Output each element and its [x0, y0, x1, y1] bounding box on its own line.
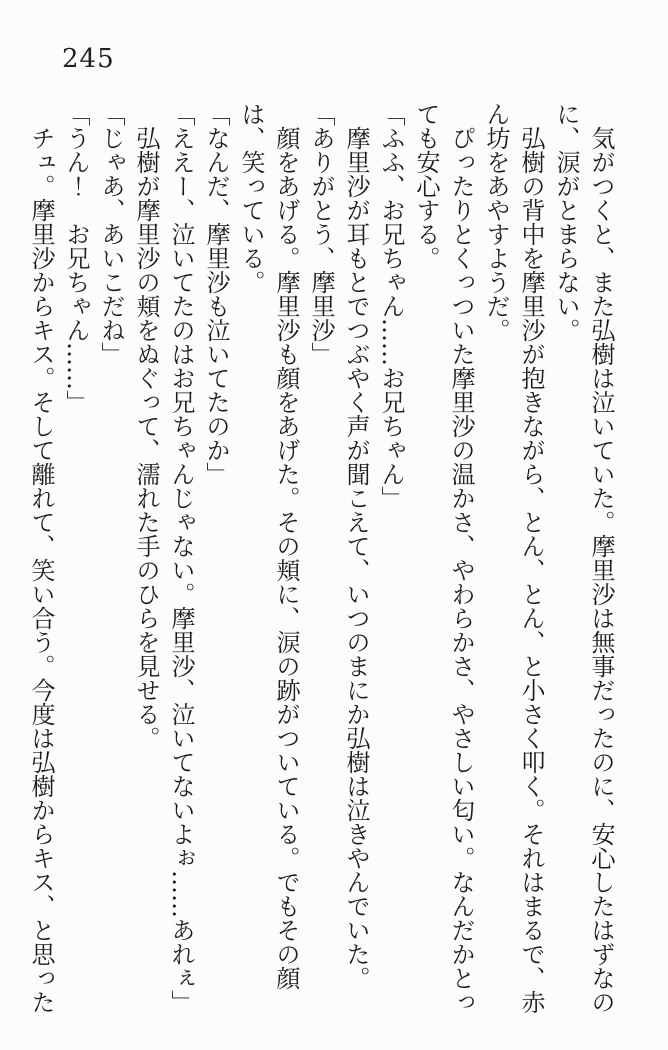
paragraph: 摩里沙が耳もとでつぶやく声が聞こえて、いつのまにか弘樹は泣きやんでいた。	[342, 102, 370, 990]
paragraph: 「うん！ お兄ちゃん……」	[62, 102, 90, 414]
paragraph: 顔をあげる。摩里沙も顔をあげた。その頬に、涙の跡がついている。でもその顔は、笑っている。	[237, 102, 300, 990]
paragraph: 「なんだ、摩里沙も泣いてたのか」	[202, 102, 230, 486]
paragraph: 「ありがとう、摩里沙」	[307, 102, 335, 366]
paragraph: 気がつくと、また弘樹は泣いていた。摩里沙は無事だったのに、安心したはずなのに、涙がとまらない。	[552, 102, 615, 1014]
paragraph: 「ええー、泣いてたのはお兄ちゃんじゃない。摩里沙、泣いてないよぉ……あれぇ」	[167, 102, 195, 1014]
paragraph: チュ。摩里沙からキス。そして離れて、笑い合う。今度は弘樹からキス、と思った	[27, 102, 55, 1014]
paragraph: 弘樹の背中を摩里沙が抱きながら、とん、とん、と小さく叩く。それはまるで、赤ん坊をあやすようだ。	[482, 102, 545, 1014]
paragraph: 「ふふ、お兄ちゃん……お兄ちゃん」	[377, 102, 405, 510]
vertical-text-block	[23, 102, 618, 1020]
paragraph: ぴったりとくっついた摩里沙の温かさ、やわらかさ、やさしい匂い。なんだかとっても安心する。	[412, 102, 475, 1014]
page-number: 245	[62, 44, 115, 74]
paragraph: 「じゃあ、あいこだね」	[97, 102, 125, 366]
paragraph: 弘樹が摩里沙の頬をぬぐって、濡れた手のひらを見せる。	[132, 102, 160, 750]
